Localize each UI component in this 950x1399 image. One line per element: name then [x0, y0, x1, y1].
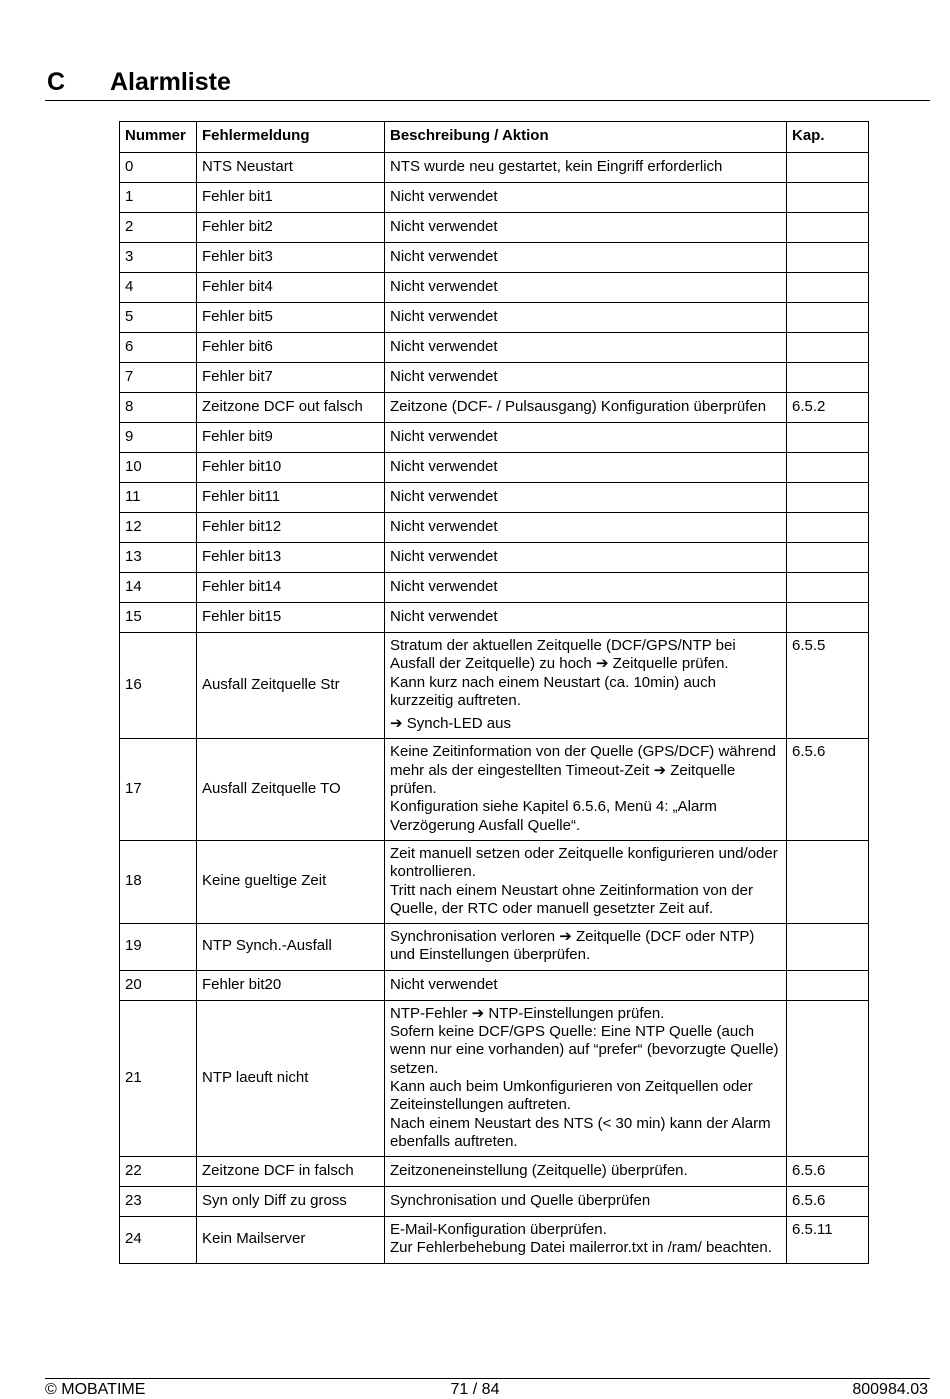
cell-nummer: 6 [120, 333, 197, 363]
cell-kap [787, 423, 869, 453]
cell-nummer: 23 [120, 1187, 197, 1217]
description-line: Konfiguration siehe Kapitel 6.5.6, Menü 4: „Alarm Verzögerung Ausfall Quelle“. [390, 798, 717, 834]
cell-kap [787, 273, 869, 303]
description-line: Kann auch beim Umkonfigurieren von Zeitquellen oder Zeiteinstellungen auftreten. [390, 1077, 753, 1114]
cell-nummer: 10 [120, 453, 197, 483]
cell-fehlermeldung: Fehler bit10 [197, 453, 385, 483]
cell-fehlermeldung: Fehler bit3 [197, 243, 385, 273]
cell-beschreibung [385, 1157, 787, 1187]
cell-fehlermeldung: Fehler bit5 [197, 303, 385, 333]
cell-beschreibung [385, 603, 787, 633]
cell-kap [787, 543, 869, 573]
cell-fehlermeldung: Fehler bit9 [197, 423, 385, 453]
cell-nummer: 3 [120, 243, 197, 273]
cell-kap [787, 453, 869, 483]
cell-kap [787, 363, 869, 393]
cell-fehlermeldung: Fehler bit20 [197, 970, 385, 1000]
cell-kap [787, 333, 869, 363]
description-line: Nicht verwendet [390, 277, 498, 295]
description-line: Nicht verwendet [390, 577, 498, 595]
table-row [120, 273, 869, 303]
cell-beschreibung [385, 453, 787, 483]
description-line: Nicht verwendet [390, 247, 498, 265]
cell-beschreibung [385, 153, 787, 183]
header-beschreibung: Beschreibung / Aktion [385, 122, 787, 153]
description-line: Nicht verwendet [390, 607, 498, 625]
table-row [120, 633, 869, 739]
cell-nummer: 24 [120, 1217, 197, 1264]
cell-kap [787, 243, 869, 273]
cell-fehlermeldung: Zeitzone DCF in falsch [197, 1157, 385, 1187]
cell-beschreibung [385, 333, 787, 363]
table-row [120, 333, 869, 363]
cell-kap [787, 924, 869, 971]
cell-nummer: 11 [120, 483, 197, 513]
description-line: Stratum der aktuellen Zeitquelle (DCF/GPS/NTP bei Ausfall der Zeitquelle) zu hoch ➔ Zeitquelle prüfen. [390, 637, 736, 673]
cell-beschreibung [385, 739, 787, 840]
cell-nummer: 19 [120, 924, 197, 971]
description-line: Nicht verwendet [390, 517, 498, 535]
cell-beschreibung [385, 273, 787, 303]
cell-nummer: 12 [120, 513, 197, 543]
cell-nummer: 14 [120, 573, 197, 603]
cell-fehlermeldung: Kein Mailserver [197, 1217, 385, 1264]
section-title: Alarmliste [110, 68, 231, 96]
cell-beschreibung [385, 543, 787, 573]
table-header-row [120, 122, 869, 153]
cell-kap: 6.5.6 [787, 1187, 869, 1217]
description-line: Nicht verwendet [390, 427, 498, 445]
cell-beschreibung [385, 970, 787, 1000]
cell-fehlermeldung: Ausfall Zeitquelle TO [197, 739, 385, 840]
table-row [120, 970, 869, 1000]
description-line: Kann kurz nach einem Neustart (ca. 10min) auch kurzzeitig auftreten. [390, 673, 716, 709]
table-row [120, 363, 869, 393]
cell-fehlermeldung: Syn only Diff zu gross [197, 1187, 385, 1217]
table-row [120, 243, 869, 273]
header-nummer: Nummer [120, 122, 197, 153]
cell-kap [787, 1000, 869, 1156]
description-line: Zeitzone (DCF- / Pulsausgang) Konfiguration überprüfen [390, 397, 767, 415]
table-row [120, 453, 869, 483]
cell-kap [787, 970, 869, 1000]
description-line: E-Mail-Konfiguration überprüfen. [390, 1221, 607, 1239]
description-line: Nicht verwendet [390, 217, 498, 235]
cell-kap [787, 213, 869, 243]
cell-nummer: 18 [120, 840, 197, 923]
cell-nummer: 17 [120, 739, 197, 840]
description-line: Tritt nach einem Neustart ohne Zeitinformation von der Quelle, der RTC oder manuell gesetzter Zeit auf. [390, 881, 753, 917]
cell-beschreibung [385, 1000, 787, 1156]
description-line: Keine Zeitinformation von der Quelle (GPS/DCF) während mehr als der eingestellten Timeout-Zeit ➔ Zeitquelle prüfen. [390, 743, 777, 798]
description-line: Nicht verwendet [390, 457, 498, 475]
cell-kap [787, 153, 869, 183]
footer-divider [45, 1378, 930, 1379]
cell-kap [787, 513, 869, 543]
cell-fehlermeldung: Fehler bit2 [197, 213, 385, 243]
cell-nummer: 13 [120, 543, 197, 573]
description-line: Synchronisation und Quelle überprüfen [390, 1191, 651, 1209]
cell-nummer: 16 [120, 633, 197, 739]
cell-kap [787, 603, 869, 633]
table-row [120, 513, 869, 543]
description-line: Zeit manuell setzen oder Zeitquelle konfigurieren und/oder kontrollieren. [390, 844, 778, 881]
cell-nummer: 0 [120, 153, 197, 183]
cell-kap: 6.5.11 [787, 1217, 869, 1264]
cell-fehlermeldung: Keine gueltige Zeit [197, 840, 385, 923]
cell-nummer: 9 [120, 423, 197, 453]
cell-beschreibung [385, 1217, 787, 1264]
cell-fehlermeldung: NTP Synch.-Ausfall [197, 924, 385, 971]
cell-fehlermeldung: Fehler bit6 [197, 333, 385, 363]
table-row [120, 1187, 869, 1217]
cell-kap: 6.5.5 [787, 633, 869, 739]
cell-beschreibung [385, 213, 787, 243]
cell-beschreibung [385, 573, 787, 603]
table-row [120, 423, 869, 453]
footer-copyright: © MOBATIME [45, 1381, 146, 1398]
cell-beschreibung [385, 1187, 787, 1217]
cell-nummer: 21 [120, 1000, 197, 1156]
cell-fehlermeldung: Fehler bit11 [197, 483, 385, 513]
cell-fehlermeldung: Fehler bit15 [197, 603, 385, 633]
cell-fehlermeldung: Fehler bit13 [197, 543, 385, 573]
cell-beschreibung [385, 924, 787, 971]
cell-kap [787, 573, 869, 603]
cell-nummer: 2 [120, 213, 197, 243]
description-line: Nicht verwendet [390, 187, 498, 205]
cell-nummer: 1 [120, 183, 197, 213]
description-line: Zur Fehlerbehebung Datei mailerror.txt in /ram/ beachten. [390, 1239, 772, 1257]
description-note: ➔ Synch-LED aus [390, 715, 511, 733]
cell-kap: 6.5.6 [787, 1157, 869, 1187]
cell-beschreibung [385, 483, 787, 513]
description-line: Nicht verwendet [390, 307, 498, 325]
footer-doc-number: 800984.03 [852, 1381, 928, 1398]
description-line: NTS wurde neu gestartet, kein Eingriff erforderlich [390, 157, 723, 175]
cell-fehlermeldung: Fehler bit14 [197, 573, 385, 603]
cell-beschreibung [385, 633, 787, 739]
cell-beschreibung [385, 840, 787, 923]
cell-beschreibung [385, 513, 787, 543]
cell-fehlermeldung: NTS Neustart [197, 153, 385, 183]
cell-nummer: 5 [120, 303, 197, 333]
cell-nummer: 8 [120, 393, 197, 423]
description-line: Nicht verwendet [390, 367, 498, 385]
cell-beschreibung [385, 303, 787, 333]
table-row [120, 183, 869, 213]
header-fehlermeldung: Fehlermeldung [197, 122, 385, 153]
footer-page-number: 71 / 84 [450, 1381, 500, 1398]
cell-beschreibung [385, 243, 787, 273]
cell-beschreibung [385, 183, 787, 213]
cell-kap: 6.5.2 [787, 393, 869, 423]
table-row [120, 543, 869, 573]
cell-fehlermeldung: Fehler bit12 [197, 513, 385, 543]
table-row [120, 573, 869, 603]
section-letter: C [47, 68, 66, 96]
cell-nummer: 20 [120, 970, 197, 1000]
table-row [120, 840, 869, 923]
table-row [120, 739, 869, 840]
table-row [120, 924, 869, 971]
description-line: Synchronisation verloren ➔ Zeitquelle (DCF oder NTP) und Einstellungen überprüfen. [390, 928, 755, 964]
cell-fehlermeldung: NTP laeuft nicht [197, 1000, 385, 1156]
table-row [120, 603, 869, 633]
cell-nummer: 15 [120, 603, 197, 633]
description-line: Zeitzoneneinstellung (Zeitquelle) überprüfen. [390, 1161, 688, 1179]
table-row [120, 393, 869, 423]
cell-nummer: 4 [120, 273, 197, 303]
table-row [120, 1000, 869, 1156]
cell-beschreibung [385, 393, 787, 423]
cell-fehlermeldung: Fehler bit7 [197, 363, 385, 393]
table-row [120, 303, 869, 333]
cell-kap [787, 183, 869, 213]
section-heading [45, 66, 930, 101]
description-line: NTP-Fehler ➔ NTP-Einstellungen prüfen. [390, 1004, 665, 1022]
header-kap: Kap. [787, 122, 869, 153]
description-line: Sofern keine DCF/GPS Quelle: Eine NTP Quelle (auch wenn nur eine vorhanden) auf “prefer“ (bevorzugte Quelle) setzen. [390, 1023, 779, 1077]
cell-kap [787, 483, 869, 513]
description-line: Nicht verwendet [390, 487, 498, 505]
cell-fehlermeldung: Fehler bit4 [197, 273, 385, 303]
table-row [120, 213, 869, 243]
cell-fehlermeldung: Zeitzone DCF out falsch [197, 393, 385, 423]
cell-kap [787, 840, 869, 923]
description-line: Nicht verwendet [390, 975, 498, 993]
table-row [120, 1217, 869, 1264]
table-row [120, 153, 869, 183]
description-line: Nicht verwendet [390, 337, 498, 355]
table-row [120, 1157, 869, 1187]
cell-fehlermeldung: Ausfall Zeitquelle Str [197, 633, 385, 739]
cell-fehlermeldung: Fehler bit1 [197, 183, 385, 213]
cell-kap [787, 303, 869, 333]
cell-nummer: 7 [120, 363, 197, 393]
cell-beschreibung [385, 363, 787, 393]
cell-nummer: 22 [120, 1157, 197, 1187]
cell-kap: 6.5.6 [787, 739, 869, 840]
alarm-table-body [120, 153, 869, 1264]
description-line: Nach einem Neustart des NTS (< 30 min) kann der Alarm ebenfalls auftreten. [390, 1114, 771, 1150]
alarm-table [119, 121, 869, 1264]
description-line: Nicht verwendet [390, 547, 498, 565]
cell-beschreibung [385, 423, 787, 453]
table-row [120, 483, 869, 513]
